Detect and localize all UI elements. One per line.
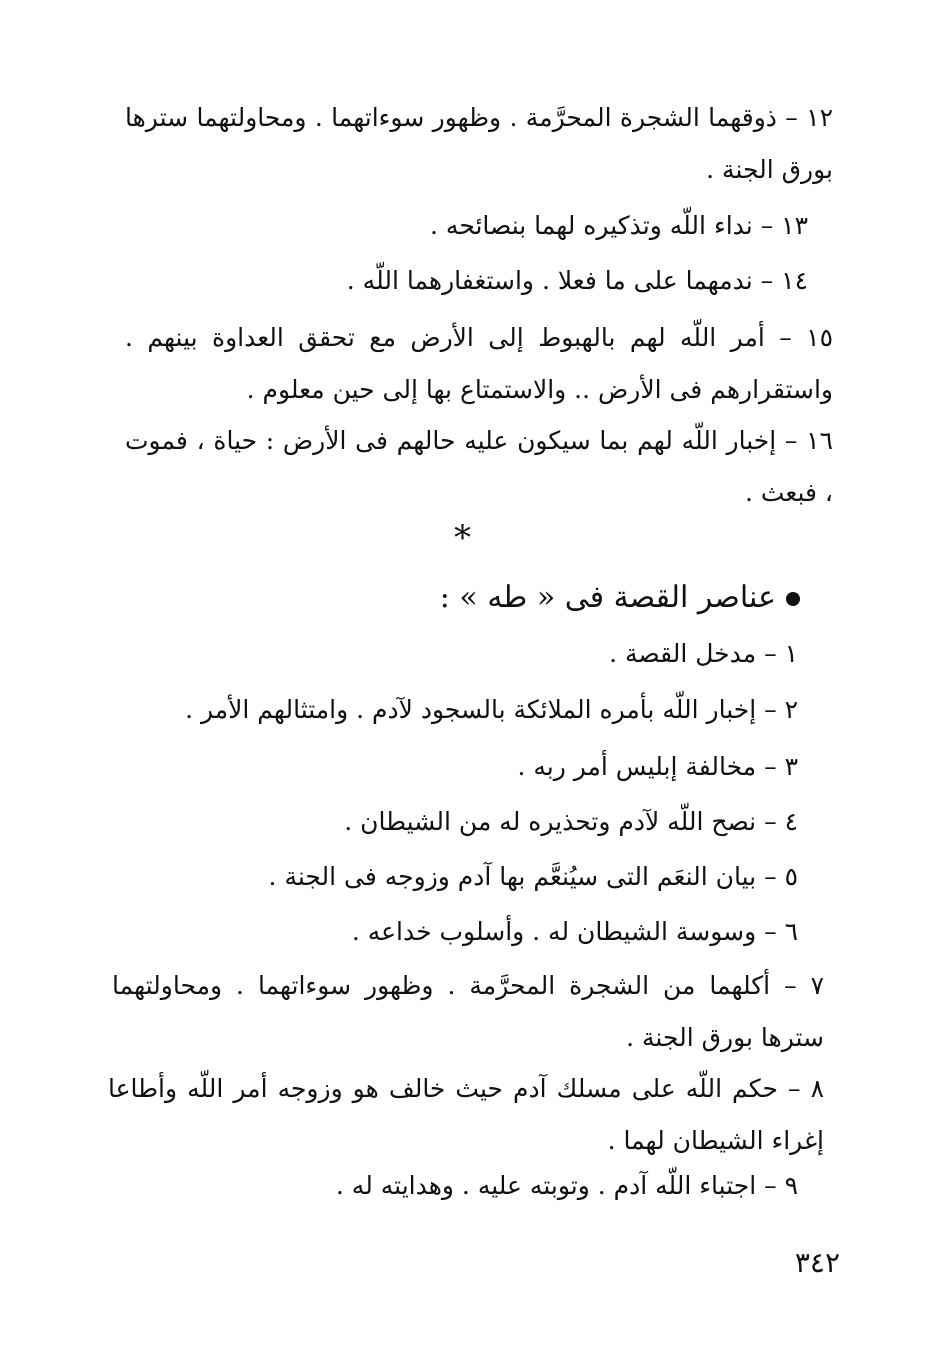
- list-item: [125, 312, 833, 416]
- item-dash: –: [784, 971, 797, 1000]
- item-dash: –: [788, 1074, 801, 1103]
- list-item: [115, 741, 798, 793]
- item-text: ذوقهما الشجرة المحرَّمة . وظهور سوءاتهما . ومحاولتهما سترها بورق الجنة .: [125, 103, 833, 184]
- list-item: [115, 796, 798, 848]
- item-text: مخالفة إبليس أمر ربه .: [517, 752, 757, 781]
- item-dash: –: [764, 862, 777, 891]
- item-dash: –: [764, 917, 777, 946]
- item-number: ٧: [810, 971, 825, 1000]
- separator-asterisk: *: [454, 518, 471, 558]
- bullet-icon: [786, 592, 800, 606]
- item-number: ١٤: [781, 266, 808, 295]
- item-dash: –: [760, 266, 774, 295]
- item-dash: –: [764, 1171, 777, 1200]
- item-text: وسوسة الشيطان له . وأسلوب خداعه .: [351, 917, 757, 946]
- item-dash: –: [764, 695, 777, 724]
- item-number: ٨: [810, 1074, 824, 1103]
- item-number: ٢: [784, 695, 798, 724]
- list-item: [115, 851, 798, 903]
- item-number: ١٥: [806, 323, 833, 352]
- list-item: [115, 1160, 798, 1212]
- list-item: [115, 906, 798, 958]
- item-dash: –: [764, 752, 777, 781]
- item-text: أكلهما من الشجرة المحرَّمة . وظهور سوءاتهما . ومحاولتهما سترها بورق الجنة .: [112, 971, 824, 1052]
- item-dash: –: [764, 639, 777, 668]
- list-item: [125, 415, 833, 519]
- section-heading: [300, 576, 800, 620]
- list-item: [115, 628, 798, 680]
- item-text: حكم اللّه على مسلك آدم حيث خالف هو وزوجه أمر اللّه وأطاعا إغراء الشيطان لهما .: [108, 1074, 824, 1155]
- item-number: ١٢: [806, 103, 834, 132]
- item-number: ٤: [784, 807, 798, 836]
- item-number: ٦: [784, 917, 798, 946]
- item-dash: –: [764, 807, 777, 836]
- item-text: مدخل القصة .: [609, 639, 757, 668]
- item-number: ١٦: [806, 426, 833, 455]
- item-text: أمر اللّه لهم بالهبوط إلى الأرض مع تحقق العداوة بينهم . واستقرارهم فى الأرض .. والاستمتاع بها إلى حين معلوم .: [125, 323, 833, 404]
- item-number: ٥: [784, 862, 798, 891]
- list-item: [115, 684, 798, 736]
- item-text: اجتباء اللّه آدم . وتوبته عليه . وهدايته له .: [335, 1171, 757, 1200]
- item-number: ١: [784, 639, 798, 668]
- list-item: [125, 255, 808, 307]
- item-text: إخبار اللّه بأمره الملائكة بالسجود لآدم . وامتثالهم الأمر .: [185, 695, 757, 724]
- section-heading-text: عناصر القصة فى « طه » :: [439, 580, 776, 615]
- item-text: إخبار اللّه لهم بما سيكون عليه حالهم فى الأرض : حياة ، فموت ، فبعث .: [125, 426, 833, 507]
- list-item: [125, 92, 833, 196]
- item-dash: –: [760, 211, 774, 240]
- list-item: [125, 200, 808, 252]
- item-dash: –: [779, 323, 792, 352]
- item-dash: –: [785, 103, 798, 132]
- list-item: [112, 960, 824, 1064]
- item-number: ٩: [784, 1171, 798, 1200]
- item-dash: –: [784, 426, 798, 455]
- item-text: نداء اللّه وتذكيره لهما بنصائحه .: [430, 211, 753, 240]
- item-number: ٣: [784, 752, 798, 781]
- item-text: نصح اللّه لآدم وتحذيره له من الشيطان .: [344, 807, 757, 836]
- list-item: [108, 1063, 824, 1167]
- item-text: بيان النعَم التى سيُنعَّم بها آدم وزوجه فى الجنة .: [268, 862, 757, 891]
- item-text: ندمهما على ما فعلا . واستغفارهما اللّه .: [346, 266, 753, 295]
- item-number: ١٣: [781, 211, 808, 240]
- page-number: ٣٤٢: [794, 1246, 840, 1279]
